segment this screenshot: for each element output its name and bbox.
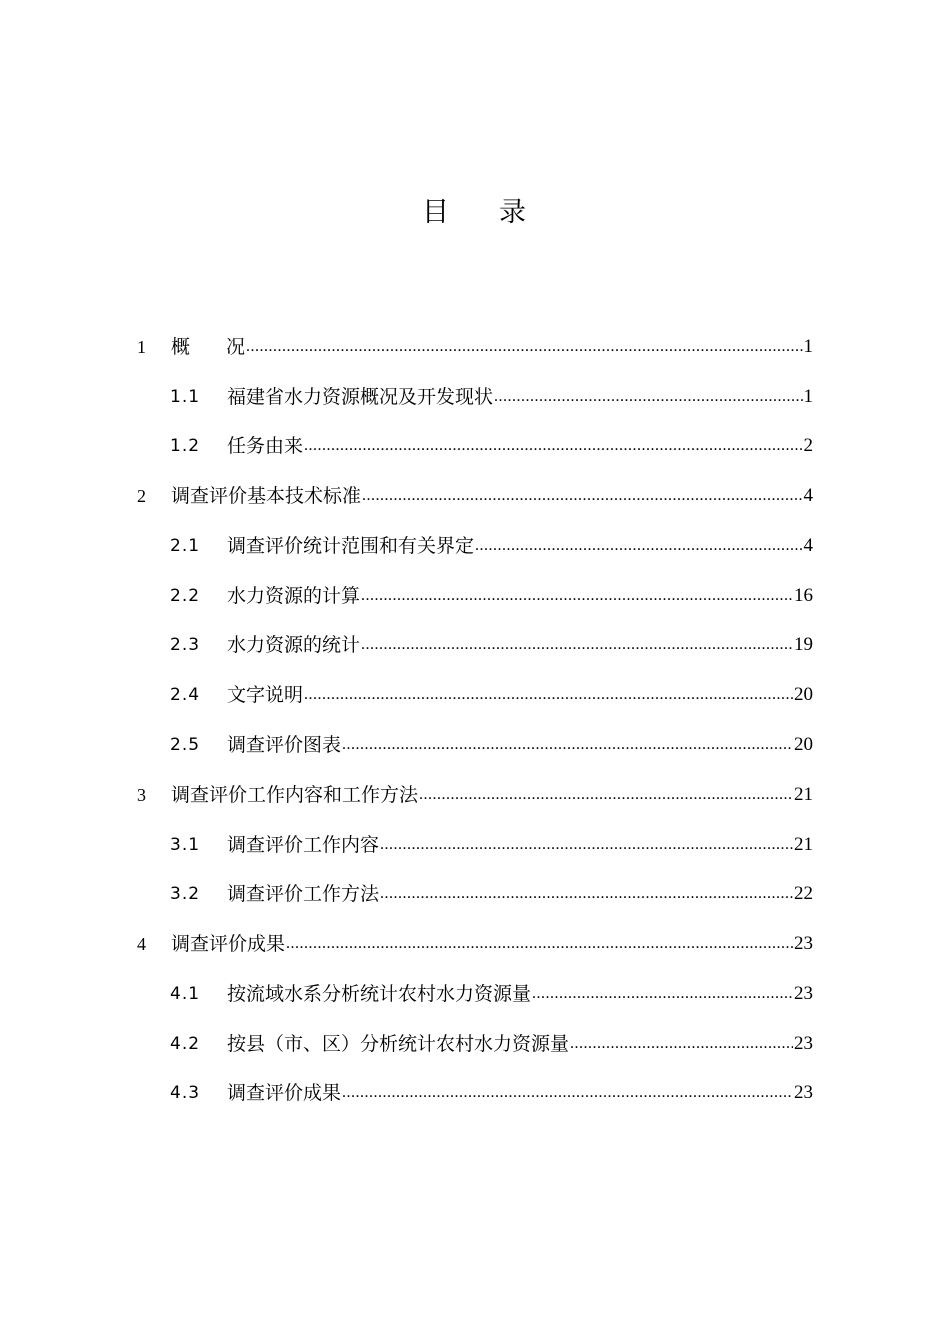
- toc-entry-label: 福建省水力资源概况及开发现状: [227, 386, 494, 408]
- dot-leader: [286, 933, 793, 957]
- toc-entry-page: 22: [794, 883, 813, 904]
- toc-entry-label: 调查评价成果: [227, 1082, 342, 1104]
- page-title: [0, 193, 950, 233]
- toc-entry-page: 21: [794, 784, 813, 805]
- toc-entry-page: 23: [794, 933, 813, 954]
- toc-entry[interactable]: [0, 728, 950, 758]
- toc-entry-page: 1: [803, 336, 813, 357]
- dot-leader: [419, 784, 793, 808]
- toc-entry-number: 4.3: [170, 1083, 201, 1103]
- dot-leader: [475, 535, 802, 559]
- toc-entry-number: 4.1: [170, 984, 201, 1004]
- toc-entry-label: 按流域水系分析统计农村水力资源量: [227, 983, 532, 1005]
- toc-entry-number: 3.2: [170, 884, 201, 904]
- toc-entry-number: 1: [137, 337, 146, 357]
- toc-entry[interactable]: [0, 977, 950, 1007]
- toc-entry-number: 1.1: [170, 387, 201, 407]
- toc-entry-label: 文字说明: [227, 684, 304, 706]
- toc-entry-label: 水力资源的计算: [227, 585, 361, 607]
- dot-leader: [246, 336, 802, 360]
- toc-entry-label: 调查评价工作内容: [227, 834, 380, 856]
- toc-entry-number: 1.2: [170, 436, 201, 456]
- dot-leader: [570, 1033, 793, 1057]
- dot-leader: [380, 883, 793, 907]
- toc-entry[interactable]: [0, 877, 950, 907]
- toc-entry-label: 调查评价基本技术标准: [171, 485, 362, 507]
- toc-entry-number: 4: [137, 934, 146, 954]
- toc-entry-page: 21: [794, 834, 813, 855]
- dot-leader: [304, 435, 802, 459]
- toc-entry[interactable]: [0, 479, 950, 509]
- toc-entry-page: 19: [794, 634, 813, 655]
- toc-entry-number: 3: [137, 785, 146, 805]
- toc-entry-number: 2: [137, 486, 146, 506]
- toc-entry-page: 1: [803, 386, 813, 407]
- toc-entry-number: 2.4: [170, 685, 201, 705]
- toc-entry-label-part: 概: [171, 336, 191, 358]
- toc-entry-page: 23: [794, 983, 813, 1004]
- toc-entry-label: 水力资源的统计: [227, 634, 361, 656]
- toc-entry-page: 20: [794, 684, 813, 705]
- toc-entry-number: 2.2: [170, 586, 201, 606]
- toc-entry[interactable]: [0, 678, 950, 708]
- toc-entry-label: 调查评价统计范围和有关界定: [227, 535, 475, 557]
- toc-entry-number: 4.2: [170, 1034, 201, 1054]
- toc-entry-label: 调查评价工作方法: [227, 883, 380, 905]
- toc-entry-label: 按县（市、区）分析统计农村水力资源量: [227, 1033, 570, 1055]
- dot-leader: [361, 585, 793, 609]
- dot-leader: [304, 684, 793, 708]
- page-title-char-1: 目: [422, 197, 451, 228]
- toc-entry-label-part: 况: [226, 336, 246, 358]
- toc-entry-number: 2.3: [170, 635, 201, 655]
- toc-entry-number: 3.1: [170, 835, 201, 855]
- dot-leader: [532, 983, 793, 1007]
- dot-leader: [342, 734, 793, 758]
- toc-entry-label: 调查评价工作内容和工作方法: [171, 784, 419, 806]
- dot-leader: [362, 485, 802, 509]
- toc-entry[interactable]: [0, 778, 950, 808]
- dot-leader: [494, 386, 802, 410]
- toc-entry[interactable]: [0, 429, 950, 459]
- toc-entry[interactable]: [0, 380, 950, 410]
- toc-entry-page: 2: [803, 435, 813, 456]
- toc-entry[interactable]: [0, 1027, 950, 1057]
- toc-entry-page: 23: [794, 1082, 813, 1103]
- toc-entry-page: 20: [794, 734, 813, 755]
- toc-entry-label: 任务由来: [227, 435, 304, 457]
- toc-entry[interactable]: [0, 529, 950, 559]
- toc-entry-number: 2.5: [170, 735, 201, 755]
- toc-entry-label: [171, 334, 245, 360]
- toc-entry[interactable]: [0, 1076, 950, 1106]
- toc-entry[interactable]: [0, 330, 950, 360]
- toc-entry-page: 4: [803, 535, 813, 556]
- toc-entry[interactable]: [0, 927, 950, 957]
- toc-entry-label: 调查评价成果: [171, 933, 286, 955]
- toc-entry-page: 16: [794, 585, 813, 606]
- toc-entry-page: 23: [794, 1033, 813, 1054]
- toc-entry[interactable]: [0, 628, 950, 658]
- toc-entry[interactable]: [0, 579, 950, 609]
- toc-entry-page: 4: [803, 485, 813, 506]
- toc-entry-number: 2.1: [170, 536, 201, 556]
- dot-leader: [380, 834, 793, 858]
- dot-leader: [342, 1082, 793, 1106]
- toc-entry[interactable]: [0, 828, 950, 858]
- toc-entry-label: 调查评价图表: [227, 734, 342, 756]
- page-title-char-2: 录: [499, 197, 528, 228]
- dot-leader: [361, 634, 793, 658]
